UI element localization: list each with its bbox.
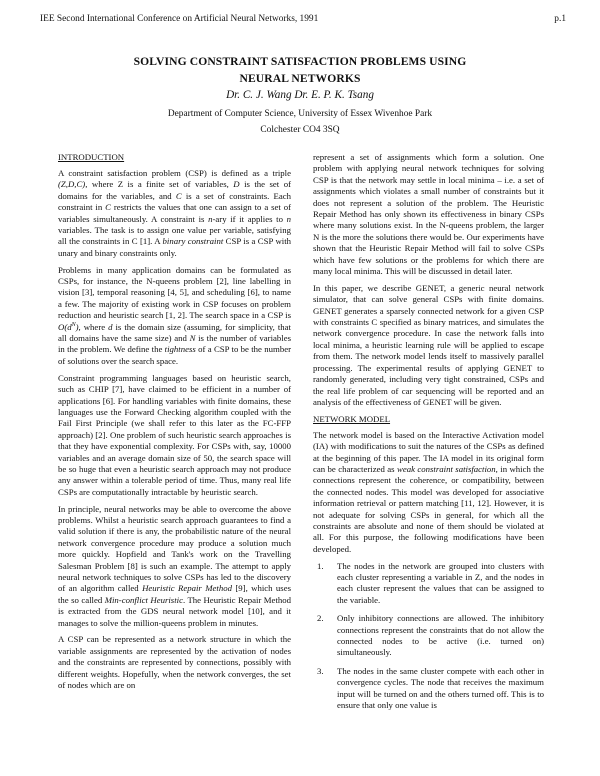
network-paragraph-1: The network model is based on the Interactive Activation model (IA) with modifications to suit the natures of the CSPs as defined at the beginning of this paper. The IA model in its original form can be characterized as weak constraint satisfaction, in which the connections represent the coherence, or compatibility, between the connected nodes. This model was developed for associative information retrieval or pattern matching [11, 12]. However, it is not adequate for solving CSPs in general, for which all the constraints are absolute and none of them should be violated at all. For this purpose, the following modifications have been developed.: [313, 429, 544, 554]
authors: Dr. C. J. Wang Dr. E. P. K. Tsang: [226, 89, 374, 101]
title-line-1: SOLVING CONSTRAINT SATISFACTION PROBLEMS USING: [133, 55, 467, 68]
affiliation: [0, 106, 600, 138]
department: Department of Computer Science, University of Essex Wivenhoe Park: [167, 109, 433, 119]
title-line-2: NEURAL NETWORKS: [239, 72, 361, 85]
right-column: [313, 152, 544, 718]
left-column: [58, 152, 291, 697]
page-number: p.1: [554, 14, 566, 24]
title-block: [0, 53, 600, 138]
intro-paragraph-1: A constraint satisfaction problem (CSP) is defined as a triple (Z,D,C), where Z is a finite set of variables, D is the set of domains for the variables, and C is a set of constraints. Each constraint in C restricts the values that one can assign to a set of variables simultaneously. A constraint is n-ary if it applies to n variables. The task is to assign one value per variable, satisfying all the constraints in C [1]. A binary constraint CSP is a CSP with unary and binary constraints only.: [58, 168, 292, 258]
running-header: [40, 14, 566, 24]
location: Colchester CO4 3SQ: [260, 125, 340, 135]
list-item-text: The nodes in the same cluster compete with each other in convergence cycles. The node that receives the maximum input will be turned on and the others turned off. This is to ensure that only one value is: [337, 665, 544, 711]
paper-title: [0, 53, 600, 87]
list-item: [313, 613, 544, 659]
intro-paragraph-4: In principle, neural networks may be able to overcome the above problems. Whilst a heuristic search approach guarantees to find a valid solution if there is any, the probabilistic nature of the neural network convergence procedure may produce a solution much more quickly. Hopfield and Tank's work on the Travelling Salesman Problem [8] is such an example. The attempt to apply neural network techniques to solve CSPs has led to the discovery of an algorithm called Heuristic Repair Method [9], which uses the so called Min-conflict Heuristic. The Heuristic Repair Method is extracted from the GDS neural network model [10], and it manages to solve the million-queens problem in minutes.: [58, 503, 292, 628]
modifications-list: [313, 561, 544, 712]
network-model-heading: NETWORK MODEL: [313, 413, 391, 424]
list-item-number: 2.: [317, 613, 324, 624]
list-item-text: Only inhibitory connections are allowed. The inhibitory connections represent the constraints that do not allow the connected nodes to be active (i.e. turned on) simultaneously.: [337, 613, 544, 658]
intro-paragraph-5: A CSP can be represented as a network structure in which the variable assignments are represented by the activation of nodes and the constraints are represented by connections, possibly with different weights. Hopefully, when the network converges, the set of nodes which are on: [58, 634, 291, 691]
list-item-number: 3.: [317, 665, 324, 676]
conference-name: IEE Second International Conference on Artificial Neural Networks, 1991: [40, 14, 319, 24]
introduction-heading: INTRODUCTION: [58, 152, 125, 162]
list-item-text: The nodes in the network are grouped into clusters with each cluster representing a variable in Z, and the nodes in each cluster represent the values that can be assigned to the variable.: [337, 560, 544, 605]
list-item: [313, 561, 544, 607]
list-item-number: 1.: [317, 560, 324, 571]
list-item: [313, 666, 544, 712]
intro-paragraph-6: represent a set of assignments which form a solution. One problem with applying neural network techniques for solving CSP is that the network may settle in local minima – i.e. a set of assignments which violates a small number of constraints but it does not represent a solution of the problem. The Heuristic Repair Method has only shown its effectiveness in binary CSPs where many solutions exist. In the N-queens problem, the larger N is the more the solutions there would be. Our experiments have shown that the Heuristic Repair Method will fail to solve CSPs which have few solutions or the problems for which there are many local minima. This will be discussed in detail later.: [313, 152, 544, 277]
intro-paragraph-3: Constraint programming languages based on heuristic search, such as CHIP [7], have claimed to be efficient in a number of applications [6]. For handling variables with finite domains, these languages use the Forward Checking algorithm coupled with the Fail First Principle (we shall refer to this later as the FC-FFP approach) [2]. One problem of such heuristic search approaches is that they have exponential complexity. For CSPs with, say, 10000 variables and an average domain size of 50, the search space will be so huge that even a heuristic search approach may not produce any answer within a tolerable period of time. Thus, many real life CSPs are computationally intractable by heuristic search.: [58, 372, 291, 497]
intro-paragraph-2: Problems in many application domains can be formulated as CSPs, for instance, the N-queens problem [2], line labelling in vision [3], temporal reasoning [4, 5], and scheduling [6], to name a few. The majority of existing work in CSP focuses on problem reduction and heuristic search [1, 2]. The search space in a CSP is $O(d^N)$, where d is the domain size (assuming, for simplicity, that all domains have the same size) and N is the number of variables in the problem. We define the tightness of a CSP to be the number of solutions over the search space.: [58, 264, 291, 366]
intro-paragraph-7: In this paper, we describe GENET, a generic neural network simulator, that can solve general CSPs with finite domains. GENET generates a sparsely connected network for a given CSP with constraints C specified as binary matrices, and simulates the network convergence procedure. In case the network falls into local minima, a heuristic learning rule will be applied to escape from them. The network model lends itself to massively parallel processing. The experimental results of applying GENET to randomly generated, including very tight constrained, CSPs and the real life problem of car sequencing will be reported and an analysis of the effectiveness of GENET will be given.: [313, 282, 544, 407]
